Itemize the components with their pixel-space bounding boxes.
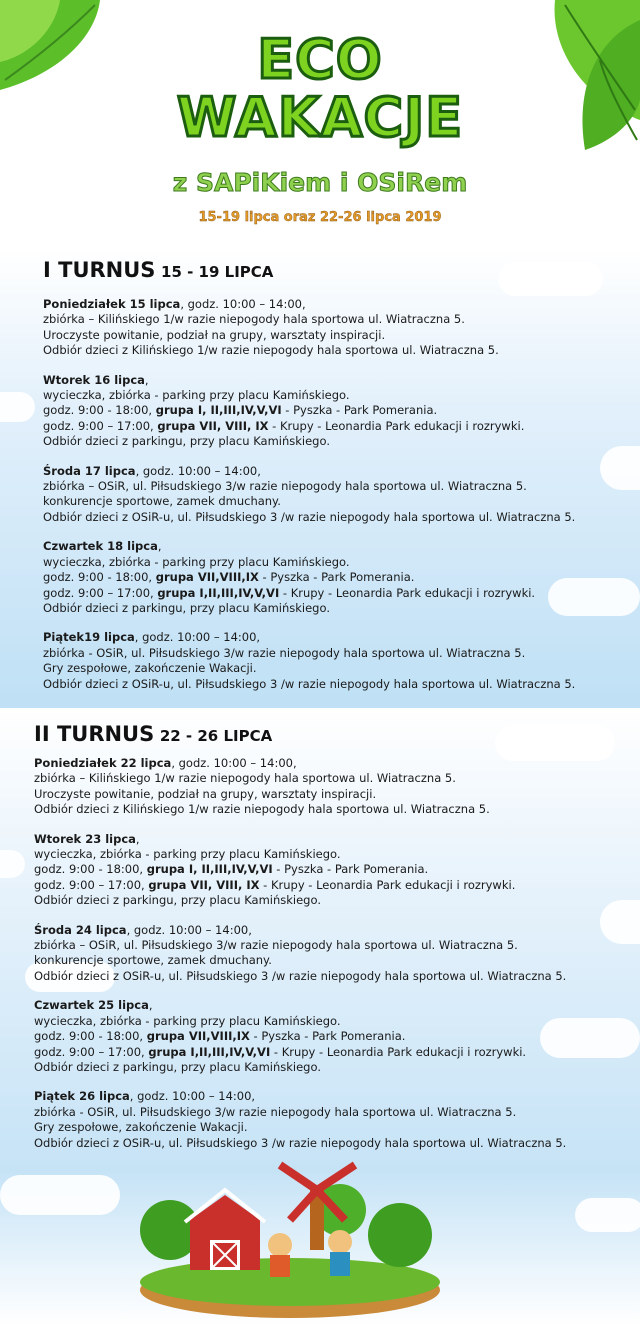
day-line [43,434,640,449]
day-line [34,1105,640,1120]
day-text: Uroczyste powitanie, podział na grupy, warsztaty inspiracji. [43,327,386,342]
day-text: - Krupy - Leonardia Park edukacji i rozrywki. [259,877,516,892]
day-name: Wtorek 23 lipca [34,831,136,846]
day-text: godz. 9:00 – 17:00, [34,1044,149,1059]
day-line [43,403,640,418]
day-text: godz. 9:00 - 18:00, [43,403,156,418]
day-block [43,297,640,359]
day-line [34,1136,640,1151]
day-block [43,630,640,692]
day-line [34,923,640,938]
day-text: godz. 9:00 - 18:00, [34,1029,147,1044]
day-line [34,1060,640,1075]
day-line [43,539,640,554]
turnus-2-range: 22 - 26 LIPCA [159,727,273,745]
day-line [43,464,640,479]
day-block [43,464,640,526]
day-text: Odbiór dzieci z OSiR-u, ul. Piłsudskiego 3 /w razie niepogody hala sportowa ul. Wiatraczna 5. [34,1135,567,1150]
group-label: grupa I,II,III,IV,V,VI [157,585,280,600]
day-text: , [144,372,149,387]
day-text: Gry zespołowe, zakończenie Wakacji. [43,661,257,676]
day-text: Odbiór dzieci z parkingu, przy placu Kamińskiego. [43,434,330,449]
day-text: Odbiór dzieci z OSiR-u, ul. Piłsudskiego 3 /w razie niepogody hala sportowa ul. Wiatraczna 5. [34,968,567,983]
day-name: Czwartek 18 lipca [43,539,158,554]
day-name: Piątek 26 lipca [34,1089,130,1104]
day-line [43,494,640,509]
day-name: Piątek19 lipca [43,630,135,645]
group-label: grupa VII,VIII,IX [155,570,259,585]
day-text: konkurencje sportowe, zamek dmuchany. [43,494,281,509]
day-block [34,923,640,985]
day-text: godz. 9:00 – 17:00, [43,418,158,433]
day-line [43,677,640,692]
day-line [43,586,640,601]
turnus-2-title: II TURNUS [34,722,155,746]
day-line [43,297,640,312]
subtitle: z SAPiKiem i OSiRem [172,168,468,197]
day-text: wycieczka, zbiórka - parking przy placu Kamińskiego. [34,847,341,862]
day-line [34,953,640,968]
day-line [34,787,640,802]
day-text: godz. 9:00 – 17:00, [34,877,149,892]
day-text: - Krupy - Leonardia Park edukacji i rozrywki. [279,585,536,600]
day-text: zbiórka - OSiR, ul. Piłsudskiego 3/w razie niepogody hala sportowa ul. Wiatraczna 5. [43,645,526,660]
day-text: Odbiór dzieci z parkingu, przy placu Kamińskiego. [34,893,321,908]
day-line [34,969,640,984]
day-name: Wtorek 16 lipca [43,372,145,387]
day-text: , godz. 10:00 – 14:00, [180,297,306,311]
day-block [34,832,640,909]
dates: 15-19 lipca oraz 22-26 lipca 2019 [198,210,442,225]
day-line [34,756,640,771]
day-line [43,388,640,403]
group-label: grupa I, II,III,IV,V,VI [146,862,273,877]
turnus-2 [0,722,640,1151]
day-text: - Pyszka - Park Pomerania. [258,570,415,585]
title-eco: ECO [257,28,383,91]
day-text: , godz. 10:00 – 14:00, [129,1089,256,1104]
cloud [575,1198,640,1232]
day-line [43,630,640,645]
day-block [43,373,640,450]
day-text: - Pyszka - Park Pomerania. [281,403,438,418]
turnus-1 [0,258,640,692]
day-text: Odbiór dzieci z Kilińskiego 1/w razie niepogody hala sportowa ul. Wiatraczna 5. [43,343,499,358]
day-line [43,479,640,494]
day-text: Odbiór dzieci z parkingu, przy placu Kamińskiego. [34,1059,321,1074]
day-text: wycieczka, zbiórka - parking przy placu Kamińskiego. [43,554,350,569]
day-line [43,570,640,585]
day-text: - Pyszka - Park Pomerania. [272,862,429,877]
day-line [43,646,640,661]
day-line [34,771,640,786]
day-line [43,328,640,343]
day-line [34,847,640,862]
day-name: Czwartek 25 lipca [34,998,149,1013]
day-line [34,1014,640,1029]
day-text: - Krupy - Leonardia Park edukacji i rozrywki. [268,418,525,433]
day-text: zbiórka – Kilińskiego 1/w razie niepogody hala sportowa ul. Wiatraczna 5. [34,771,456,786]
day-line [43,373,640,388]
turnus-1-heading [43,258,640,282]
day-name: Środa 24 lipca [34,922,127,937]
day-text: - Krupy - Leonardia Park edukacji i rozrywki. [270,1044,527,1059]
day-text: Odbiór dzieci z OSiR-u, ul. Piłsudskiego 3 /w razie niepogody hala sportowa ul. Wiatraczna 5. [43,509,576,524]
day-block [34,756,640,818]
day-text: Odbiór dzieci z parkingu, przy placu Kamińskiego. [43,600,330,615]
day-line [43,601,640,616]
day-line [34,878,640,893]
day-text: - Pyszka - Park Pomerania. [249,1029,406,1044]
day-text: , godz. 10:00 – 14:00, [135,463,261,478]
group-label: grupa VII, VIII, IX [148,877,260,892]
day-text: godz. 9:00 - 18:00, [34,862,147,877]
turnus-2-days [34,756,640,1151]
day-text: , [135,831,140,846]
farm-illustration [130,1150,450,1320]
day-text: godz. 9:00 – 17:00, [43,585,158,600]
day-text: zbiórka - OSiR, ul. Piłsudskiego 3/w razie niepogody hala sportowa ul. Wiatraczna 5. [34,1104,517,1119]
group-label: grupa I,II,III,IV,V,VI [148,1044,271,1059]
day-line [43,510,640,525]
day-line [34,832,640,847]
group-label: grupa VII,VIII,IX [146,1029,250,1044]
title-wakacje: WAKACJE [176,86,464,149]
day-text: zbiórka – Kilińskiego 1/w razie niepogody hala sportowa ul. Wiatraczna 5. [43,312,465,327]
day-name: Poniedziałek 15 lipca [43,297,181,311]
day-block [43,539,640,616]
day-text: , godz. 10:00 – 14:00, [134,630,261,645]
day-text: godz. 9:00 - 18:00, [43,570,156,585]
group-label: grupa VII, VIII, IX [157,418,269,433]
day-text: , godz. 10:00 – 14:00, [126,922,252,937]
cloud [0,1175,120,1215]
day-line [34,998,640,1013]
day-line [34,893,640,908]
day-line [34,1120,640,1135]
day-line [43,661,640,676]
day-text: , [157,539,162,554]
day-name: Poniedziałek 22 lipca [34,756,172,770]
day-text: Odbiór dzieci z Kilińskiego 1/w razie niepogody hala sportowa ul. Wiatraczna 5. [34,802,490,817]
group-label: grupa I, II,III,IV,V,VI [155,403,282,418]
turnus-1-title: I TURNUS [43,258,156,282]
turnus-1-days [43,297,640,692]
day-text: wycieczka, zbiórka - parking przy placu Kamińskiego. [43,388,350,403]
day-line [34,802,640,817]
day-block [34,1089,640,1151]
day-block [34,998,640,1075]
day-name: Środa 17 lipca [43,463,136,478]
turnus-1-range: 15 - 19 LIPCA [161,263,274,281]
turnus-2-heading [34,722,640,746]
day-text: Uroczyste powitanie, podział na grupy, warsztaty inspiracji. [34,786,377,801]
day-text: Odbiór dzieci z OSiR-u, ul. Piłsudskiego 3 /w razie niepogody hala sportowa ul. Wiatraczna 5. [43,676,576,691]
day-line [43,555,640,570]
day-text: , godz. 10:00 – 14:00, [171,756,297,770]
day-text: Gry zespołowe, zakończenie Wakacji. [34,1120,248,1135]
day-line [34,1089,640,1104]
day-line [34,938,640,953]
day-line [34,1029,640,1044]
day-text: zbiórka – OSiR, ul. Piłsudskiego 3/w razie niepogody hala sportowa ul. Wiatraczna 5. [43,479,527,494]
day-line [34,862,640,877]
day-line [43,312,640,327]
day-line [43,419,640,434]
day-text: zbiórka – OSiR, ul. Piłsudskiego 3/w razie niepogody hala sportowa ul. Wiatraczna 5. [34,938,518,953]
day-text: , [148,998,153,1013]
day-text: wycieczka, zbiórka - parking przy placu Kamińskiego. [34,1013,341,1028]
day-line [34,1045,640,1060]
day-text: konkurencje sportowe, zamek dmuchany. [34,953,272,968]
day-line [43,343,640,358]
